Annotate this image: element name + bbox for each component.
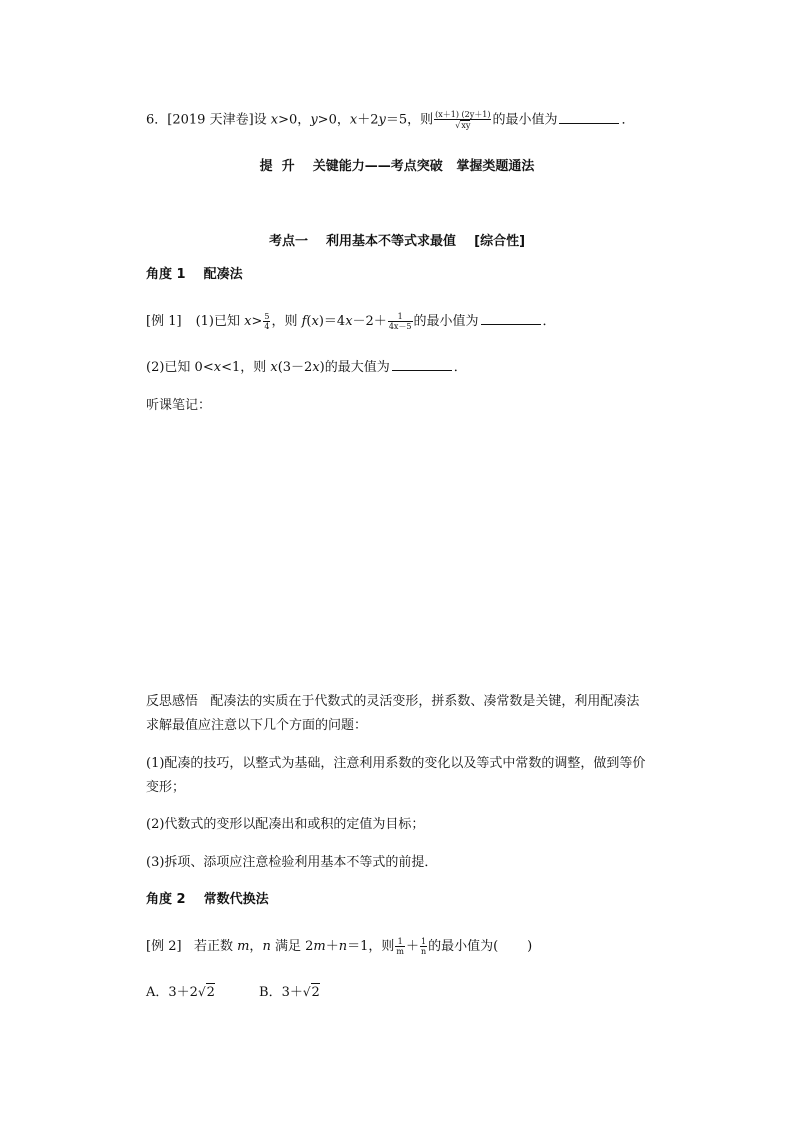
var-m: m (237, 939, 250, 954)
fraction-numerator: (x＋1) (2y＋1) (435, 110, 491, 119)
radicand: 2 (311, 985, 320, 1000)
options-row (146, 983, 320, 1002)
fraction (420, 937, 427, 956)
var-x: x (244, 314, 252, 329)
angle-2-title: 角度 2 常数代换法 (146, 892, 269, 907)
var-m: m (313, 939, 326, 954)
answer-blank[interactable] (392, 358, 452, 371)
radicand: xy (461, 121, 471, 130)
var-x: x (312, 360, 320, 375)
example-1-part-2 (146, 358, 467, 377)
var-x: x (349, 112, 358, 128)
var-y: y (378, 112, 386, 128)
text: 满足 2 (270, 939, 314, 954)
text: ＋ (325, 939, 339, 954)
example-label: [例 2] (146, 939, 182, 954)
text: >0， (278, 112, 311, 128)
fraction-denominator (434, 120, 491, 130)
sqrt-icon: √ (197, 985, 206, 999)
fraction (263, 312, 270, 331)
answer-blank[interactable] (481, 312, 541, 325)
text: ＝1，则 (347, 939, 395, 954)
sqrt-icon: √ (302, 985, 311, 999)
text: ＋2 (357, 112, 379, 128)
notes-label: 听课笔记： (146, 398, 212, 413)
reflection-line-1: 反思感悟 配凑法的实质在于代数式的灵活变形，拼系数、凑常数是关键，利用配凑法 (146, 694, 640, 709)
text: 的最小值为 (492, 112, 558, 128)
reflection-item-1-line-2: 变形； (146, 780, 186, 795)
option-a-label: A．3＋2 (146, 985, 198, 1000)
text: ( (306, 314, 312, 329)
option-b-label: B．3＋ (259, 985, 303, 1000)
fraction (434, 110, 491, 130)
text: ． (621, 112, 635, 128)
text: ． (542, 314, 556, 329)
question-source: [2019 天津卷] (167, 112, 254, 128)
fraction-denominator: 4x－5 (388, 322, 412, 331)
text: ． (453, 360, 467, 375)
text: > (251, 314, 263, 329)
text: 的最小值为 (413, 314, 479, 329)
text: ， (249, 939, 263, 954)
sqrt-icon: √ (455, 121, 461, 130)
text: )＝4 (318, 314, 346, 329)
var-x: x (213, 360, 222, 375)
text: )的最大值为 (319, 360, 390, 375)
option-b[interactable] (259, 985, 320, 1000)
text: ＋ (405, 939, 419, 954)
reflection-item-2: (2)代数式的变形以配凑出和或积的定值为目标； (146, 817, 425, 832)
fraction-denominator: n (420, 947, 427, 956)
var-x: x (311, 314, 319, 329)
question-number: 6． (146, 112, 168, 128)
text: <1，则 (221, 360, 271, 375)
fraction-numerator: 5 (264, 312, 270, 321)
option-a[interactable] (146, 985, 215, 1000)
section-heading: 提 升 关键能力——考点突破 掌握类题通法 (259, 159, 535, 174)
answer-blank[interactable] (559, 111, 619, 124)
example-1-part-1 (146, 312, 556, 331)
key-point-title: 考点一 利用基本不等式求最值 [综合性] (268, 234, 526, 249)
reflection-item-1 (146, 752, 661, 800)
var-y: y (310, 112, 318, 128)
var-n: n (338, 939, 348, 954)
var-f: f (301, 314, 307, 329)
fraction (395, 937, 405, 956)
radicand: 2 (206, 985, 215, 1000)
example-label: [例 1] (146, 314, 182, 329)
var-x: x (270, 360, 278, 375)
reflection-item-3: (3)拆项、添项应注意检验利用基本不等式的前提． (146, 855, 438, 870)
example-2 (146, 937, 532, 956)
var-x: x (270, 112, 279, 128)
fraction-numerator: 1 (395, 937, 405, 947)
question-6 (146, 110, 634, 130)
reflection (146, 690, 661, 738)
fraction-numerator: 1 (421, 937, 427, 946)
fraction-numerator: 1 (388, 312, 413, 322)
reflection-item-1-line-1: (1)配凑的技巧，以整式为基础，注意利用系数的变化以及等式中常数的调整，做到等价 (146, 756, 646, 771)
fraction-denominator: m (396, 947, 404, 956)
notes-area[interactable] (146, 420, 661, 680)
text: －2＋ (352, 314, 387, 329)
fraction-denominator: 4 (264, 322, 270, 331)
text: ＝5，则 (385, 112, 434, 128)
text: (3－2 (277, 360, 313, 375)
reflection-line-2: 求解最值应注意以下几个方面的问题： (146, 718, 368, 733)
text: ，则 (271, 314, 302, 329)
text: >0， (317, 112, 350, 128)
var-x: x (345, 314, 353, 329)
var-n: n (262, 939, 271, 954)
text: 设 (253, 112, 271, 128)
text: (2)已知 0< (146, 360, 214, 375)
angle-1-title: 角度 1 配凑法 (146, 267, 243, 282)
text: 的最小值为( ) (428, 939, 533, 954)
fraction (388, 312, 413, 331)
text: (1)已知 (195, 314, 245, 329)
text: 若正数 (181, 939, 238, 954)
